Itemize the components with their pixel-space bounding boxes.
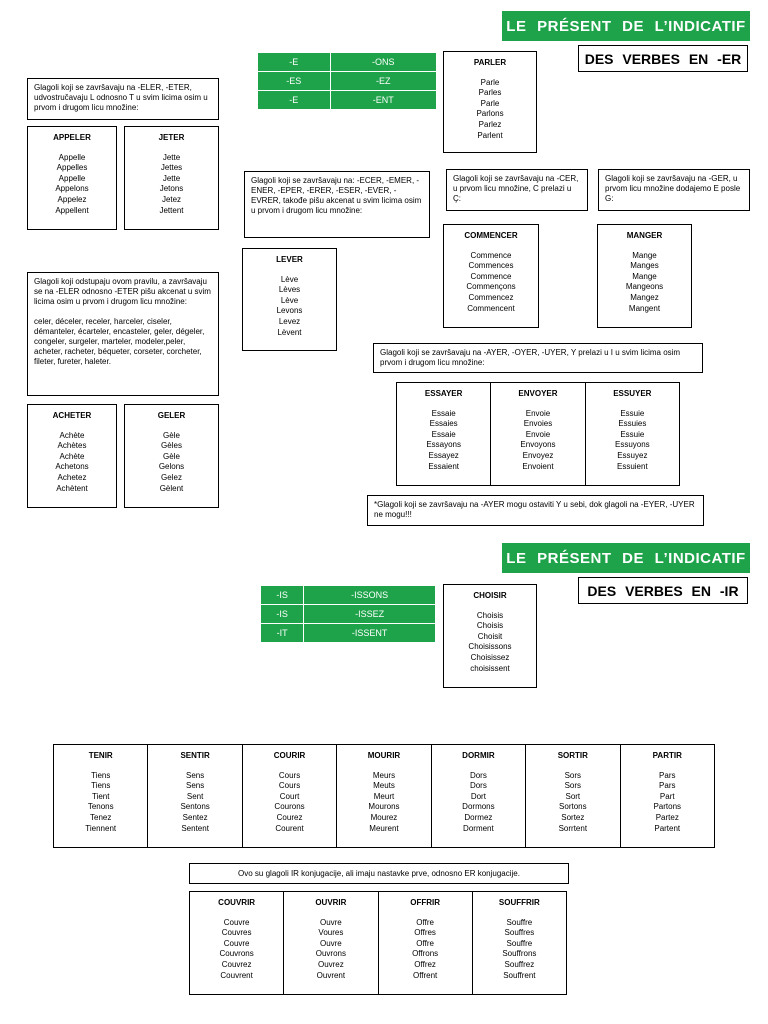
verb-form: Voures (318, 928, 344, 938)
verb-title: COURIR (273, 751, 306, 760)
verb-form: Dort (470, 791, 486, 801)
verb-title: ESSAYER (424, 389, 463, 398)
ayer-verbs-table (396, 382, 680, 486)
verb-form: Offrons (412, 949, 439, 959)
verb-form: Essuient (616, 461, 648, 471)
verb-title: SOUFFRIR (498, 898, 540, 907)
verb-form: Achetons (55, 462, 89, 472)
verb-form: Ouvre (319, 917, 342, 927)
verb-title: APPELER (53, 133, 91, 142)
verb-form: Achetez (57, 472, 87, 482)
verb-form: Choisis (476, 610, 504, 620)
verb-form: Tiennent (85, 823, 117, 833)
verb-form: Achète (59, 451, 85, 461)
verb-form: Commences (468, 261, 514, 271)
note-ger: Glagoli koji se završavaju na -GER, u prvom licu množine dodajemo E posle G: (598, 169, 750, 211)
verb-form: Couvrons (219, 949, 254, 959)
verb-form: Jette (162, 152, 181, 162)
verb-form: Gèlent (159, 483, 184, 493)
verb-form: Sens (186, 781, 205, 791)
verb-form: Dormons (462, 802, 495, 812)
verb-form: Dors (469, 770, 487, 780)
verb-form: Gelons (158, 462, 185, 472)
verb-form: Choisissons (468, 642, 512, 652)
verb-form: choisissent (470, 663, 510, 673)
verb-form: Tiens (91, 770, 111, 780)
verb-form: Commencez (468, 292, 514, 302)
ending-cell: -ES (258, 72, 331, 91)
verb-form: Ouvrons (315, 949, 346, 959)
verb-form: Sent (186, 791, 204, 801)
verb-form: Tiens (91, 781, 111, 791)
verb-form: Lèves (278, 285, 301, 295)
verb-form: Pars (659, 781, 676, 791)
verb-form: Choisit (477, 631, 503, 641)
verb-title: OFFRIR (410, 898, 441, 907)
verb-form: Appelons (55, 184, 89, 194)
verb-cell (431, 745, 525, 848)
verb-form: Achètes (57, 441, 87, 451)
verb-form: Gèle (163, 451, 180, 461)
verb-title: SENTIR (180, 751, 210, 760)
verb-form: Partons (653, 802, 682, 812)
verb-form: Mange (632, 250, 657, 260)
verb-box-commencer (443, 224, 539, 328)
verb-form: Sors (564, 770, 582, 780)
verb-form: Commençons (466, 282, 516, 292)
verb-form: Sens (186, 770, 205, 780)
ending-cell: -ENT (330, 91, 436, 110)
verb-form: Meurent (369, 823, 399, 833)
verb-form: Achètent (56, 483, 88, 493)
verb-form: Partent (654, 823, 681, 833)
ending-cell: -IS (261, 586, 304, 605)
er-endings-table (257, 52, 437, 110)
verb-form: Couvrez (221, 959, 252, 969)
verb-form: Sorrtent (558, 823, 588, 833)
verb-title: CHOISIR (473, 591, 507, 600)
verb-form: Appelez (57, 194, 87, 204)
verb-cell-essayer (397, 383, 491, 486)
verb-form: Dormez (464, 812, 493, 822)
verb-form: Choisissez (470, 652, 510, 662)
verb-form: Commencent (467, 303, 515, 313)
verb-form: Levons (276, 306, 303, 316)
verb-form: Parlent (477, 130, 503, 140)
verb-cell (54, 745, 148, 848)
er-banner: LE PRÉSENT DE L’INDICATIF (502, 11, 750, 41)
verb-form: Parlez (478, 119, 502, 129)
er-like-ir-table (189, 891, 567, 995)
verb-title: DORMIR (462, 751, 495, 760)
verb-cell (242, 745, 336, 848)
verb-cell (284, 892, 378, 995)
verb-form: Gèle (163, 430, 180, 440)
verb-form: Mourons (368, 802, 400, 812)
verb-form: Lève (280, 295, 299, 305)
verb-form: Parle (480, 77, 500, 87)
ending-cell: -ISSENT (304, 624, 436, 643)
verb-form: Couvres (221, 928, 252, 938)
verb-form: Offre (416, 938, 434, 948)
verb-title: ACHETER (52, 411, 92, 420)
verb-form: Envoies (523, 419, 553, 429)
verb-form: Dors (469, 781, 487, 791)
verb-form: Sentent (181, 823, 209, 833)
verb-box-parler (443, 51, 537, 153)
verb-form: Mangeons (625, 282, 664, 292)
verb-box-geler (124, 404, 219, 508)
verb-form: Sortons (559, 802, 587, 812)
ir-subtitle: DES VERBES EN -IR (578, 577, 748, 604)
verb-form: Achète (59, 430, 85, 440)
verb-title: LEVER (276, 255, 303, 264)
note-exceptions-intro: Glagoli koji odstupaju ovom pravilu, a završavaju se na -ELER odnosno -ETER pišu akcenat u svim licima osim u prvom i drugom licu množine: (34, 277, 211, 306)
verb-form: Souffrons (502, 949, 537, 959)
verb-form: Cours (278, 781, 301, 791)
verb-form: Offrent (412, 970, 438, 980)
verb-form: Parlons (476, 109, 504, 119)
verb-form: Couvre (223, 938, 250, 948)
verb-form: Jetez (161, 194, 182, 204)
verb-form: Jettent (159, 205, 184, 215)
ending-cell: -IS (261, 605, 304, 624)
verb-title: COMMENCER (464, 231, 518, 240)
verb-cell (620, 745, 714, 848)
verb-form: Lève (280, 274, 299, 284)
note-ayer-oyer-uyer: Glagoli koji se završavaju na -AYER, -OYER, -UYER, Y prelazi u I u svim licima osim prvom i drugom licu množine: (373, 343, 703, 373)
er-subtitle: DES VERBES EN -ER (578, 45, 748, 72)
verb-form: Parle (480, 98, 500, 108)
verb-form: Sors (564, 781, 582, 791)
verb-form: Courons (274, 802, 305, 812)
verb-form: Appelle (58, 152, 86, 162)
verb-form: Courez (276, 812, 303, 822)
verb-form: Dorment (463, 823, 494, 833)
verb-form: Jettes (160, 163, 183, 173)
verb-title: GELER (157, 411, 186, 420)
verb-form: Mangent (628, 303, 661, 313)
verb-form: Essayons (426, 440, 461, 450)
verb-form: Offrez (414, 959, 436, 969)
verb-title: PARLER (473, 58, 507, 67)
verb-cell-essuyer (585, 383, 679, 486)
verb-form: Appelle (58, 173, 86, 183)
verb-form: Courent (275, 823, 304, 833)
verb-title: ENVOYER (518, 389, 558, 398)
verb-form: Couvre (223, 917, 250, 927)
verb-form: Gelez (161, 472, 182, 482)
verb-form: Part (659, 791, 675, 801)
verb-form: Envoie (525, 429, 551, 439)
verb-form: Meurs (372, 770, 396, 780)
verb-form: Souffre (506, 938, 533, 948)
verb-form: Jette (162, 173, 181, 183)
verb-form: Essaient (428, 461, 459, 471)
verb-cell-envoyer (491, 383, 585, 486)
verb-form: Essaies (429, 419, 458, 429)
verb-box-acheter (27, 404, 117, 508)
note-exceptions-list: celer, déceler, receler, harceler, ciseler, démanteler, écarteler, encasteler, geler, dégeler, congeler, surgeler, marteler, modeler,peler, acheter, racheter, béqueter, corseter, corcheter, fileter, fureter, haleter. (34, 317, 205, 366)
verb-form: Essaie (431, 429, 456, 439)
ending-cell: -E (258, 91, 331, 110)
verb-form: Tient (91, 791, 110, 801)
verb-form: Essuyez (617, 450, 648, 460)
note-eler-eter: Glagoli koji se završavaju na -ELER, -ETER, udvostručavaju L odnosno T u svim licima osim u prvom i drugom licu množine: (27, 78, 219, 120)
verb-form: Tenons (87, 802, 114, 812)
verb-box-jeter (124, 126, 219, 230)
ending-cell: -ONS (330, 53, 436, 72)
verb-title: TENIR (88, 751, 113, 760)
verb-form: Appelles (56, 163, 88, 173)
verb-form: Essuies (618, 419, 647, 429)
verb-form: Partez (655, 812, 679, 822)
verb-form: Meurt (373, 791, 395, 801)
verb-box-manger (597, 224, 692, 328)
note-er-endings: Ovo su glagoli IR konjugacije, ali imaju nastavke prve, odnosno ER konjugacije. (189, 863, 569, 884)
verb-form: Appellent (55, 205, 89, 215)
verb-form: Ouvre (319, 938, 342, 948)
ending-cell: -EZ (330, 72, 436, 91)
verb-form: Ouvrez (317, 959, 344, 969)
verb-cell (337, 745, 431, 848)
ir-banner: LE PRÉSENT DE L’INDICATIF (502, 543, 750, 573)
verb-form: Lèvent (277, 327, 302, 337)
verb-form: Pars (659, 770, 676, 780)
verb-box-lever (242, 248, 337, 351)
verb-form: Jetons (159, 184, 184, 194)
irregular-ir-table (53, 744, 715, 848)
ending-cell: -E (258, 53, 331, 72)
verb-title: PARTIR (652, 751, 682, 760)
verb-form: Gèles (161, 441, 182, 451)
verb-title: SORTIR (557, 751, 588, 760)
verb-form: Choisis (476, 621, 504, 631)
verb-title: MOURIR (367, 751, 401, 760)
verb-title: COUVRIR (218, 898, 256, 907)
verb-form: Envoyez (522, 450, 554, 460)
verb-form: Essuyons (614, 440, 650, 450)
verb-form: Offres (414, 928, 436, 938)
verb-cell (148, 745, 242, 848)
verb-form: Cours (278, 770, 301, 780)
verb-form: Sentez (182, 812, 208, 822)
verb-form: Mourez (370, 812, 398, 822)
verb-form: Commence (470, 271, 512, 281)
verb-box-choisir (443, 584, 537, 688)
verb-form: Envoie (525, 408, 551, 418)
ending-cell: -ISSEZ (304, 605, 436, 624)
verb-form: Court (279, 791, 300, 801)
verb-form: Souffre (506, 917, 533, 927)
verb-form: Souffrent (503, 970, 536, 980)
verb-title: OUVRIR (315, 898, 347, 907)
verb-form: Mangez (630, 292, 659, 302)
verb-form: Ouvrent (316, 970, 346, 980)
verb-form: Manges (630, 261, 659, 271)
verb-form: Souffres (504, 928, 535, 938)
verb-title: MANGER (626, 231, 663, 240)
verb-form: Essuie (620, 408, 645, 418)
verb-cell (526, 745, 620, 848)
ir-endings-table (260, 585, 436, 643)
verb-form: Sortez (561, 812, 585, 822)
ending-cell: -ISSONS (304, 586, 436, 605)
verb-form: Sort (565, 791, 581, 801)
verb-title: ESSUYER (613, 389, 652, 398)
verb-form: Mange (632, 271, 657, 281)
verb-form: Levez (278, 316, 301, 326)
note-accent-verbs: Glagoli koji se završavaju na: -ECER, -EMER, -ENER, -EPER, -ERER, -ESER, -EVER, -EVRER, takođe pišu akcenat u svim licima osim u prvom i drugom licu množine: (244, 171, 430, 238)
verb-form: Souffrez (504, 959, 535, 969)
verb-form: Couvrent (220, 970, 253, 980)
note-cer: Glagoli koji se završavaju na -CER, u prvom licu množine, C prelazi u Ç: (446, 169, 588, 211)
verb-cell (378, 892, 472, 995)
verb-form: Essuie (620, 429, 645, 439)
verb-form: Envoyons (520, 440, 556, 450)
verb-form: Essayez (428, 450, 459, 460)
verb-form: Essaie (431, 408, 456, 418)
verb-form: Parles (478, 88, 502, 98)
verb-form: Tenez (90, 812, 112, 822)
verb-form: Sentons (180, 802, 210, 812)
verb-form: Meuts (373, 781, 395, 791)
verb-cell (472, 892, 566, 995)
verb-form: Commence (470, 250, 512, 260)
verb-title: JETER (158, 133, 185, 142)
verb-box-appeler (27, 126, 117, 230)
note-exceptions (27, 272, 219, 396)
ending-cell: -IT (261, 624, 304, 643)
verb-form: Envoient (522, 461, 554, 471)
note-ayer-footer: *Glagoli koji se završavaju na -AYER mogu ostaviti Y u sebi, dok glagoli na -EYER, -UYER ne mogu!!! (367, 495, 704, 526)
verb-cell (190, 892, 284, 995)
verb-form: Offre (416, 917, 434, 927)
